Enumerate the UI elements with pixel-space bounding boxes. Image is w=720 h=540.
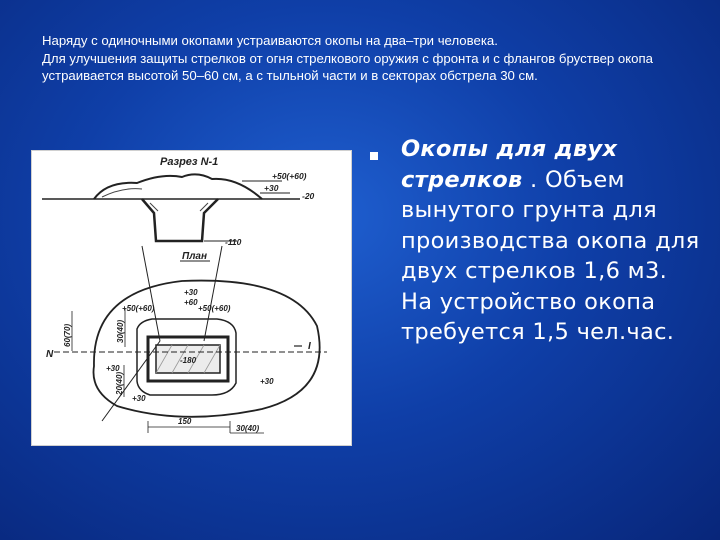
label-top-right: +50(+60) [272,171,307,181]
main-rest: . Объем вынутого грунта для производства окопа для двух стрелков 1,6 м3. На устройство окопа требуется 1,5 чел.час. [401,166,700,345]
label-pit-minus180: -180 [180,356,197,365]
main-emphasis: Окопы для двух стрелков [401,136,618,193]
label-plan-60: +60 [184,298,198,307]
sector-line-1 [142,246,160,341]
label-dim-60-70: 60(70) [63,323,72,347]
label-width-30-40: 30(40) [236,424,260,433]
label-bottom-minus110: -110 [225,237,242,247]
parapet-mound [94,174,262,199]
section-title: Разрез N-1 [160,156,219,168]
parapet-hatch [102,189,142,197]
label-left-minus20: -20 [302,191,315,201]
trench-profile [142,199,218,241]
label-dim-20-40: 20(40) [115,371,124,395]
label-plan-50-60-left: +50(+60) [122,304,155,313]
bullet-square [370,152,378,160]
label-plan-50-60-right: +50(+60) [198,304,231,313]
label-width-150: 150 [178,417,192,426]
label-dim-30-40: 30(40) [116,319,125,343]
plan-title: План [182,251,208,262]
intro-line-1: Наряду с одиночными окопами устраиваются окопы на два–три человека. [42,33,498,48]
intro-paragraph [42,32,692,85]
label-plan-30: +30 [184,288,198,297]
main-paragraph [401,134,701,348]
trench-diagram-svg [32,151,351,445]
intro-line-2: Для улучшения защиты стрелков от огня стрелкового оружия с фронта и с флангов бруствер окопа устраивается высотой 50–60 см, а с тыльной части и в секторах обстрела 30 см. [42,50,653,83]
label-left-plus30: +30 [106,364,120,373]
label-left-plus30-low: +30 [132,394,146,403]
trench-diagram [31,150,352,446]
trench-hatch [150,203,208,211]
marker-N: N [46,349,54,360]
label-top-plus30: +30 [264,183,279,193]
marker-I: I [308,341,311,352]
label-right-plus30: +30 [260,377,274,386]
